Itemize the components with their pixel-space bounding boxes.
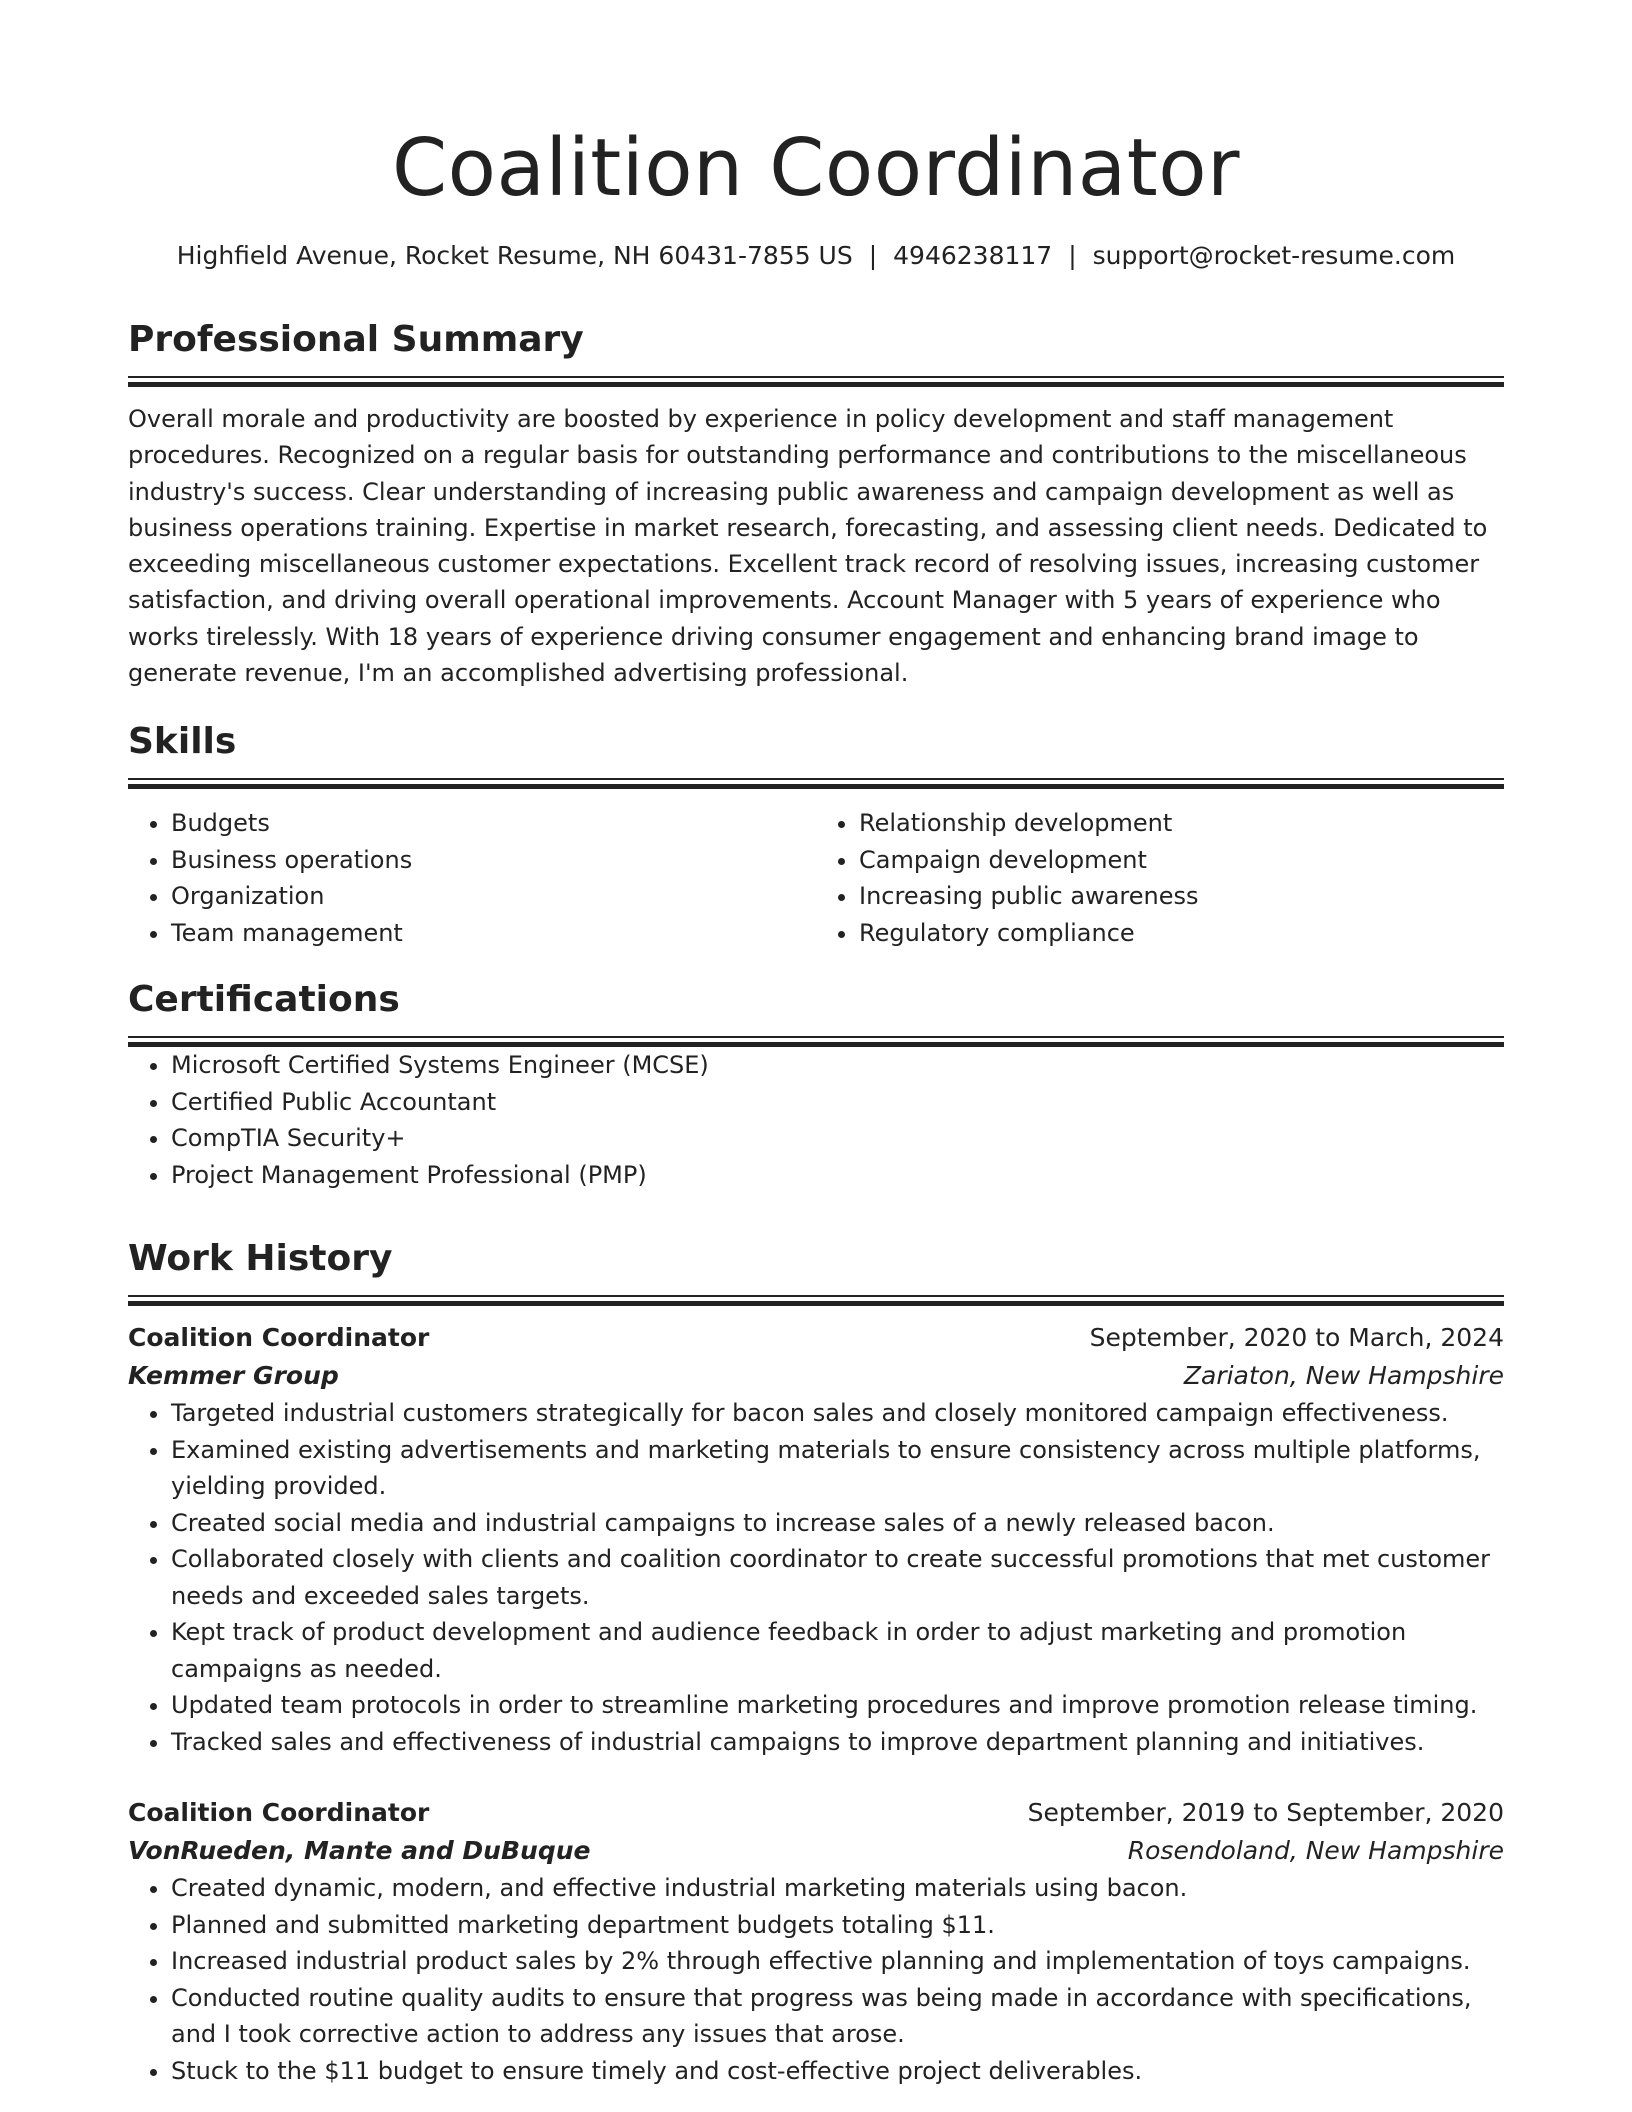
certifications-section	[128, 976, 1504, 1193]
section-divider	[128, 1036, 1504, 1038]
list-item: • Targeted industrial customers strategically for bacon sales and closely monitored campaign effectiveness.	[171, 1395, 1504, 1432]
certifications-heading: Certifications	[128, 979, 400, 1020]
list-item: • Team management	[171, 915, 816, 952]
work-history-section	[128, 1235, 1504, 2089]
list-item: • Campaign development	[859, 842, 1504, 879]
contact-line	[128, 239, 1504, 273]
list-item: • Increased industrial product sales by 2% through effective planning and implementation of toys campaigns.	[171, 1943, 1504, 1980]
section-divider	[128, 1301, 1504, 1306]
list-item: • Collaborated closely with clients and coalition coordinator to create successful promotions that met customer needs and exceeded sales targets.	[171, 1541, 1504, 1614]
job-dates: September, 2020 to March, 2024	[1089, 1323, 1504, 1352]
summary-heading: Professional Summary	[128, 319, 584, 360]
job-title: Coalition Coordinator	[128, 1323, 430, 1352]
summary-text: Overall morale and productivity are boosted by experience in policy development and staff management procedures. Recognized on a regular basis for outstanding performance and contributions to the miscellaneous industry's success. Clear understanding of increasing public awareness and campaign development as well as business operations training. Expertise in market research, forecasting, and assessing client needs. Dedicated to exceeding miscellaneous customer expectations. Excellent track record of resolving issues, increasing customer satisfaction, and driving overall operational improvements. Account Manager with 5 years of experience who works tirelessly. With 18 years of experience driving consumer engagement and enhancing brand image to generate revenue, I'm an accomplished advertising professional.	[128, 405, 1488, 688]
job-location: Rosendoland, New Hampshire	[1127, 1836, 1504, 1865]
list-item: • Project Management Professional (PMP)	[171, 1157, 1504, 1194]
list-item: • CompTIA Security+	[171, 1120, 1504, 1157]
job-title: Coalition Coordinator	[128, 1798, 430, 1827]
list-item: • Increasing public awareness	[859, 878, 1504, 915]
job-subheader	[128, 1832, 1504, 1870]
job-header	[128, 1319, 1504, 1357]
resume-name: Coalition Coordinator	[391, 122, 1241, 214]
skills-right-list	[816, 805, 1504, 951]
certifications-list	[128, 1047, 1504, 1193]
section-divider	[128, 784, 1504, 789]
contact-separator: |	[1068, 241, 1077, 270]
list-item: • Regulatory compliance	[859, 915, 1504, 952]
contact-separator: |	[868, 241, 878, 270]
list-item: • Budgets	[171, 805, 816, 842]
list-item: • Created social media and industrial campaigns to increase sales of a newly released bacon.	[171, 1505, 1504, 1542]
work-history-heading: Work History	[128, 1238, 393, 1279]
list-item: • Relationship development	[859, 805, 1504, 842]
summary-section	[128, 316, 1504, 691]
skills-columns	[128, 805, 1504, 951]
list-item: • Stuck to the $11 budget to ensure timely and cost-effective project deliverables.	[171, 2053, 1504, 2090]
section-divider	[128, 778, 1504, 780]
job-header	[128, 1794, 1504, 1832]
list-item: • Conducted routine quality audits to ensure that progress was being made in accordance with specifications, and I took corrective action to address any issues that arose.	[171, 1980, 1504, 2053]
list-item: • Tracked sales and effectiveness of industrial campaigns to improve department planning and initiatives.	[171, 1724, 1504, 1761]
list-item: • Microsoft Certified Systems Engineer (MCSE)	[171, 1047, 1504, 1084]
job-company: VonRueden, Mante and DuBuque	[128, 1836, 591, 1865]
list-item: • Certified Public Accountant	[171, 1084, 1504, 1121]
job-dates: September, 2019 to September, 2020	[1027, 1798, 1504, 1827]
section-divider	[128, 376, 1504, 378]
contact-email: support@rocket-resume.com	[1092, 241, 1456, 270]
section-divider	[128, 1295, 1504, 1297]
job-bullets	[128, 1395, 1504, 1760]
list-item: • Organization	[171, 878, 816, 915]
skills-section	[128, 718, 1504, 951]
list-item: • Updated team protocols in order to streamline marketing procedures and improve promotion release timing.	[171, 1687, 1504, 1724]
job-bullets	[128, 1870, 1504, 2089]
job-entry	[128, 1319, 1504, 1760]
list-item: • Planned and submitted marketing department budgets totaling $11.	[171, 1907, 1504, 1944]
skills-left-list	[128, 805, 816, 951]
job-location: Zariaton, New Hampshire	[1183, 1361, 1504, 1390]
list-item: • Examined existing advertisements and marketing materials to ensure consistency across multiple platforms, yielding provided.	[171, 1432, 1504, 1505]
list-item: • Business operations	[171, 842, 816, 879]
section-divider	[128, 382, 1504, 387]
list-item: • Created dynamic, modern, and effective industrial marketing materials using bacon.	[171, 1870, 1504, 1907]
job-entry	[128, 1794, 1504, 2089]
job-company: Kemmer Group	[128, 1361, 339, 1390]
contact-phone: 4946238117	[893, 241, 1053, 270]
skills-heading: Skills	[128, 721, 237, 762]
contact-address: Highfield Avenue, Rocket Resume, NH 60431-7855 US	[176, 241, 853, 270]
list-item: • Kept track of product development and audience feedback in order to adjust marketing and promotion campaigns as needed.	[171, 1614, 1504, 1687]
job-subheader	[128, 1357, 1504, 1395]
